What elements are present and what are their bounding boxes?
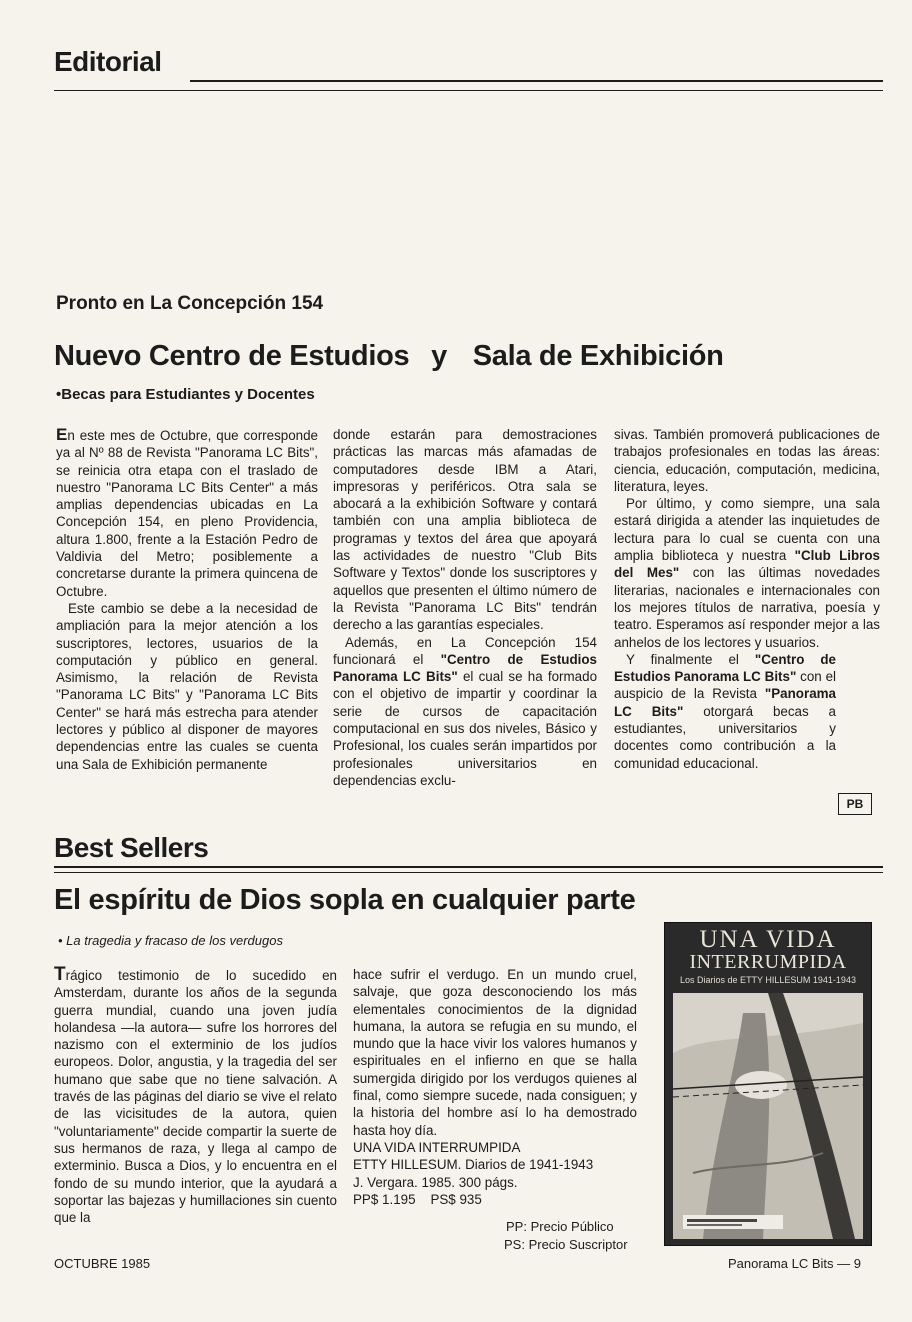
footer-date: OCTUBRE 1985: [54, 1256, 151, 1271]
section-rule-thin: [54, 872, 883, 873]
book-cover-subtitle: Los Diarios de ETTY HILLESUM 1941-1943: [680, 975, 856, 985]
text: Además, en La Concepción 154 funcionará el: [333, 634, 597, 667]
review-column-1: [54, 966, 337, 1226]
legend-public: PP: Precio Público: [506, 1219, 614, 1234]
bold-text: "Centro de Estudios Panorama LC Bits": [333, 651, 597, 685]
book-subheadline: • La tragedia y fracaso de los verdugos: [58, 933, 283, 948]
paragraph: [56, 426, 318, 600]
paragraph: sivas. También promoverá publicaciones de trabajos profesionales en todas las áreas: ciencia, educación, computación, medicina, literatura, leyes.: [614, 427, 880, 494]
book-cover-title-line-1: UNA VIDA: [699, 926, 837, 953]
price-legend: [504, 1218, 628, 1254]
book-prices: [353, 1191, 637, 1208]
text: con las últimas novedades literarias, nacionales e internacionales con los mejores títulos de narrativa, poesía y teatro. Esperamos así responder mejor a las anhelos de los lectores y usuarios.: [614, 565, 880, 650]
paragraph: [54, 966, 337, 1226]
section-rule: [190, 80, 883, 82]
text: Y finalmente el: [626, 651, 755, 667]
bold-text: "Panorama LC Bits": [614, 686, 836, 719]
subheadline: •Becas para Estudiantes y Docentes: [56, 386, 315, 403]
text: Por último, y como siempre, una sala estará dirigida a atender las inquietudes de lectura para lo cual se cuenta con una amplia biblioteca y nuestra: [614, 496, 880, 564]
headline-part-1: Nuevo Centro de Estudios: [54, 340, 410, 372]
section-title-best-sellers: Best Sellers: [54, 832, 209, 863]
bold-text: "Club Libros del Mes": [614, 548, 880, 581]
legend-subscriber: PS: Precio Suscriptor: [504, 1237, 628, 1252]
paragraph: donde estarán para demostraciones prácticas las marcas más afamadas de computadores desde IBM a Atari, impresoras y periféricos. Otra sala se abocará a la exhibición Software y contará también con una amplia biblioteca de programas y textos del área que apoyará las actividades de nuestro "Club Bits Software y Textos" donde los suscriptores y aquellos que presenten el último número de la Revista "Panorama LC Bits" tendrán derecho a las garantías especiales.: [333, 427, 597, 633]
price-subscriber: PS$ 935: [430, 1191, 482, 1207]
text: con el auspicio de la Revista: [614, 669, 837, 702]
paragraph-text: n este mes de Octubre, que corresponde ya al Nº 88 de Revista "Panorama LC Bits", se reinicia otra etapa con el traslado de nuestro "Panorama LC Bits Center" a más amplias dependencias ubicadas en La Concepción 154, en pleno Providencia, altura 1.800, frente a la Estación Pedro de Valdivia del Metro; posiblemente a concretarse durante la primera quincena de Octubre.: [56, 428, 318, 599]
book-author-info: ETTY HILLESUM. Diarios de 1941-1943: [353, 1157, 594, 1173]
kicker: Pronto en La Concepción 154: [56, 293, 324, 314]
pb-badge: PB: [838, 793, 872, 815]
text: otorgará becas a estudiantes, universitarios y docentes como contribución a la comunidad educacional.: [614, 703, 836, 771]
book-publisher-info: J. Vergara. 1985. 300 págs.: [353, 1174, 518, 1190]
text: el cual se ha formado con el objetivo de impartir y coordinar la serie de cursos de capacitación computacional en sus dos niveles, Básico y Profesional, los cuales serán impartidos por profesionales universitarios en dependencias exclu-: [333, 669, 598, 788]
paragraph: [333, 634, 597, 790]
book-cover-title: [665, 926, 871, 973]
section-rule-thin: [54, 90, 883, 91]
paragraph: [614, 651, 880, 772]
editorial-column-2: [333, 426, 597, 789]
drop-cap: E: [56, 425, 68, 444]
paragraph-text: rágico testimonio de lo sucedido en Amsterdam, durante los años de la segunda guerra mundial, cuando una joven judía holandesa —la autora— sufre los horrores del nazismo con el exterminio de los judíos europeos. Dolor, angustia, y la tragedia del ser humano que sabe que no tiene salvación. A través de las páginas del diario se vive el relato de las vicisitudes de la autora, quien "voluntariamente" decide compartir la suerte de sus hermanos de raza, y llega al campo de exterminio. Busca a Dios, y lo encuentra en el fondo de su mundo interior, que la ayudará a soportar las bajezas y humillaciones sin cuento que la: [54, 968, 337, 1226]
paragraph: [614, 495, 880, 651]
editorial-column-3: [614, 426, 880, 772]
price-public: PP$ 1.195: [353, 1191, 416, 1207]
bold-text: "Centro de Estudios Panorama LC Bits": [614, 651, 836, 685]
headline: [54, 340, 724, 373]
footer-page: Panorama LC Bits — 9: [728, 1256, 861, 1271]
paragraph: Este cambio se debe a la necesidad de ampliación para la mejor atención a los suscriptores, lectores, usuarios de la computación y público en general. Asimismo, la relación de Revista "Panorama LC Bits" y "Panorama LC Bits Center" se hará más estrecha para atender lectores y público al disponer de mayores dependencias entre las cuales se cuenta una Sala de Exhibición permanente: [56, 600, 318, 772]
editorial-column-1: [56, 426, 318, 773]
book-title-info: UNA VIDA INTERRUMPIDA: [353, 1139, 521, 1155]
drop-cap: T: [54, 964, 66, 985]
section-title-editorial: Editorial: [54, 46, 162, 77]
book-cover-title-line-2: INTERRUMPIDA: [689, 951, 847, 973]
headline-part-3: Sala de Exhibición: [472, 340, 724, 372]
section-rule: [54, 866, 883, 868]
book-cover-illustration: [673, 993, 863, 1239]
review-column-2: [353, 966, 637, 1208]
headline-part-2: y: [431, 340, 447, 372]
paragraph: hace sufrir el verdugo. En un mundo cruel, salvaje, que goza desconociendo los más elementales conocimientos de la dignidad humana, la autora se refugia en su mundo, el mundo que la hace vivir los valores humanos y espirituales en el infierno en que se halla sumergida dirigido por los verdugos quienes al final, como siempre sucede, nada consiguen; y la historia del hombre así lo ha demostrado hasta hoy día.: [353, 967, 637, 1138]
book-headline: El espíritu de Dios sopla en cualquier parte: [54, 884, 636, 916]
book-cover: [664, 922, 872, 1246]
